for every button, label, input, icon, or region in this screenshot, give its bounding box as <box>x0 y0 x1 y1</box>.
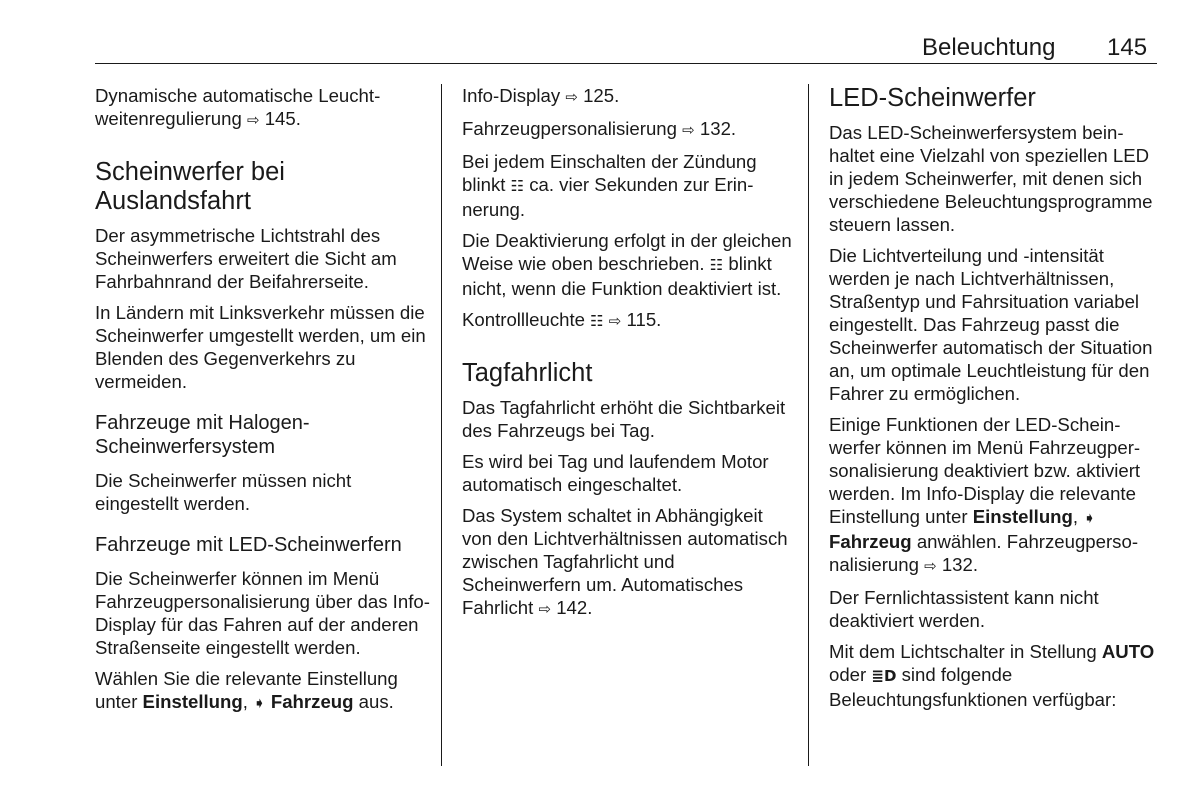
reference-arrow-icon: ⇨ <box>924 557 937 575</box>
paragraph-text: aus. <box>353 691 394 712</box>
paragraph-text: Info-Display <box>462 85 566 106</box>
paragraph: Der asymmetrische Lichtstrahl des Scheinwerfers erweitert die Sicht am Fahrbahnrand der Beifahrerseite. <box>95 225 397 292</box>
paragraph <box>829 640 1161 711</box>
paragraph-text: Bei jedem Einschalten der Zündung blinkt <box>462 151 757 195</box>
paragraph <box>462 229 797 300</box>
heading-auslandsfahrt: Scheinwerfer bei Auslandsfahrt <box>95 158 285 215</box>
page-header-title: Beleuchtung <box>922 34 1056 61</box>
menu-term: Fahrzeug <box>829 531 912 552</box>
paragraph: Das LED-Scheinwerfersystem beinhaltet eine Vielzahl von speziellen LED in jedem Scheinwerfer, mit denen sich verschiedene Beleuchtungsprogramme steuern lassen. <box>829 122 1153 235</box>
menu-arrow-icon: ➧ <box>1083 509 1096 527</box>
page-number: 145 <box>1107 34 1148 61</box>
paragraph-text: Mit dem Lichtschalter in Stellung <box>829 641 1102 662</box>
page-reference: 132. <box>936 554 979 575</box>
paragraph-text: sind folgende Beleuchtungsfunktionen verfügbar: <box>829 664 1117 710</box>
menu-term: Einstellung <box>142 691 243 712</box>
paragraph <box>462 84 797 109</box>
paragraph-text: ca. vier Sekunden zur Erinnerung. <box>462 174 754 220</box>
page-reference: 145. <box>259 108 301 129</box>
page-reference: 132. <box>694 118 737 139</box>
indicator-lamp-icon: ☷ <box>510 177 525 195</box>
paragraph <box>462 150 797 221</box>
paragraph-text: anwählen. Fahrzeugpersonalisierung <box>829 531 1139 575</box>
paragraph-text: Wählen Sie die relevante Einstellung unter <box>95 668 398 712</box>
page-reference: 115. <box>621 309 662 330</box>
separator: , <box>242 691 254 712</box>
reference-arrow-icon: ⇨ <box>538 600 552 618</box>
paragraph-text: Die Deaktivierung erfolgt in der gleichen Weise wie oben beschrieben. <box>462 230 792 274</box>
paragraph-text: Kontrollleuchte <box>462 309 591 330</box>
paragraph-text: Einige Funktionen der LED-Scheinwerfer können im Menü Fahrzeugpersonalisierung deaktiviert bzw. aktiviert werden. Im Info-Display die relevante Einstellung unter <box>829 414 1141 527</box>
paragraph-text: Das System schaltet in Abhängigkeit von den Lichtverhältnissen automatisch zwischen Tagfahrlicht und Scheinwerfern um. Automatisches Fahrlicht <box>462 505 788 618</box>
paragraph-text: oder <box>829 664 872 685</box>
page-reference: 125. <box>577 85 620 106</box>
paragraph: Die Scheinwerfer können im Menü Fahrzeugpersonalisierung über das Info-Display für das Fahren auf der anderen Straßenseite eingestellt werden. <box>95 568 430 658</box>
column-divider-1 <box>441 84 442 766</box>
paragraph-text: Dynamische automatische Leuchtweitenregulierung <box>95 85 381 129</box>
header-rule <box>95 63 1157 64</box>
reference-arrow-icon: ⇨ <box>682 121 695 139</box>
column-3 <box>829 84 1161 719</box>
heading-halogen: Fahrzeuge mit Halogen-Scheinwerfersystem <box>95 412 310 458</box>
heading-led-scheinwerfer: LED-Scheinwerfer <box>829 84 1036 112</box>
heading-led-scheinwerfern: Fahrzeuge mit LED-Scheinwerfern <box>95 534 402 556</box>
paragraph <box>462 504 797 621</box>
headlight-icon: ≣D <box>871 667 897 685</box>
paragraph-text: Fahrzeugpersonalisierung <box>462 118 683 139</box>
paragraph: Der Fernlichtassistent kann nicht deaktiviert werden. <box>829 587 1099 631</box>
reference-arrow-icon: ⇨ <box>565 88 578 106</box>
paragraph <box>829 413 1161 578</box>
paragraph <box>462 308 797 333</box>
paragraph: Die Scheinwerfer müssen nicht eingestellt werden. <box>95 470 352 514</box>
paragraph <box>95 84 430 132</box>
menu-term: Fahrzeug <box>265 691 354 712</box>
paragraph-text: blinkt nicht, wenn die Funktion deaktiviert ist. <box>462 253 782 299</box>
paragraph: Es wird bei Tag und laufendem Motor automatisch eingeschaltet. <box>462 451 769 495</box>
heading-tagfahrlicht: Tagfahrlicht <box>462 359 593 387</box>
paragraph: Die Lichtverteilung und -intensität werden je nach Lichtverhältnissen, Straßentyp und Fahrsituation variabel eingestellt. Das Fahrzeug passt die Scheinwerfer automatisch der Situation an, um optimale Leuchtleistung für den Fahrer zu ermöglichen. <box>829 245 1153 404</box>
menu-arrow-icon: ➧ <box>253 694 266 712</box>
reference-arrow-icon: ⇨ <box>608 312 622 330</box>
separator: , <box>1072 506 1084 527</box>
menu-term: Einstellung <box>972 506 1073 527</box>
indicator-lamp-icon: ☷ <box>590 312 604 330</box>
paragraph <box>462 117 797 142</box>
reference-arrow-icon: ⇨ <box>246 111 260 129</box>
paragraph: In Ländern mit Linksverkehr müssen die Scheinwerfer umgestellt werden, um ein Blenden des Gegenverkehrs zu vermeiden. <box>95 302 426 392</box>
column-1 <box>95 84 430 723</box>
column-divider-2 <box>808 84 809 766</box>
switch-position-auto: AUTO <box>1101 641 1155 662</box>
indicator-lamp-icon: ☷ <box>709 256 724 274</box>
paragraph <box>95 667 430 715</box>
column-2 <box>462 84 797 629</box>
page-reference: 142. <box>551 597 593 618</box>
paragraph: Das Tagfahrlicht erhöht die Sichtbarkeit des Fahrzeugs bei Tag. <box>462 397 786 441</box>
